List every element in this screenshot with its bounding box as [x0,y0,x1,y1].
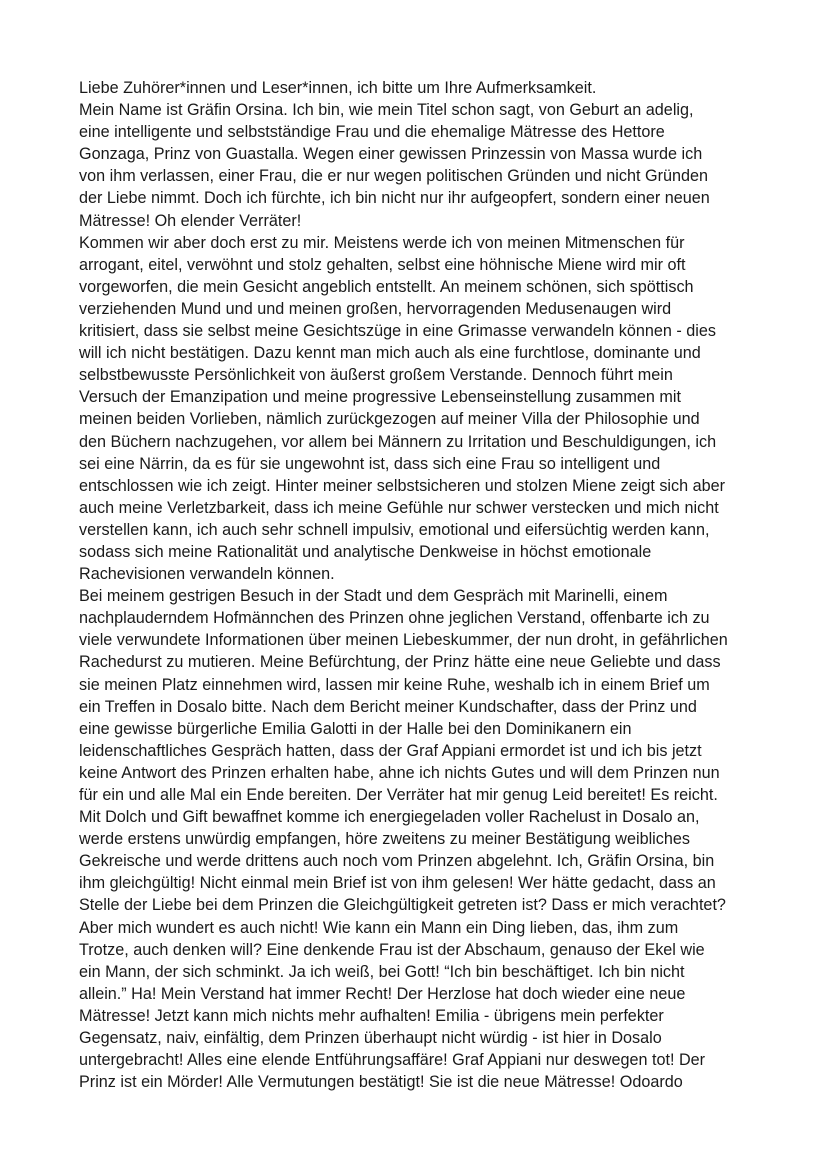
text-line: will ich nicht bestätigen. Dazu kennt man mich auch als eine furchtlose, dominante und [79,344,701,363]
text-line: ihm gleichgültig! Nicht einmal mein Brief ist von ihm gelesen! Wer hätte gedacht, dass an [79,874,716,893]
text-line: verziehenden Mund und und meinen großen, hervorragenden Medusenaugen wird [79,299,672,318]
text-line: der Liebe nimmt. Doch ich fürchte, ich bin nicht nur ihr aufgeopfert, sondern einer neuen [79,189,710,208]
text-line: Aber mich wundert es auch nicht! Wie kann ein Mann ein Ding lieben, das, ihm zum [79,918,679,937]
text-line: Mein Name ist Gräfin Orsina. Ich bin, wie mein Titel schon sagt, von Geburt an adelig, [79,101,694,120]
text-line: leidenschaftliches Gespräch hatten, dass der Graf Appiani ermordet ist und ich bis jetzt [79,741,702,760]
text-line: Liebe Zuhörer*innen und Leser*innen, ich bitte um Ihre Aufmerksamkeit. [79,79,597,97]
text-line: den Büchern nachzugehen, vor allem bei Männern zu Irritation und Beschuldigungen, ich [79,432,717,451]
text-line: Versuch der Emanzipation und meine progressive Lebenseinstellung zusammen mit [79,388,681,407]
text-line: Kommen wir aber doch erst zu mir. Meistens werde ich von meinen Mitmenschen für [79,233,685,252]
text-line: eine gewisse bürgerliche Emilia Galotti in der Halle bei den Dominikanern ein [79,719,632,738]
text-line: von ihm verlassen, einer Frau, die er nur wegen politischen Gründen und nicht Gründen [79,167,708,186]
text-line: nachplauderndem Hofmännchen des Prinzen ohne jeglichen Verstand, offenbarte ich zu [79,609,710,628]
text-line: für ein und alle Mal ein Ende bereiten. Der Verräter hat mir genug Leid bereitet! Es reicht. [79,786,718,804]
text-line: Bei meinem gestrigen Besuch in der Stadt und dem Gespräch mit Marinelli, einem [79,587,668,606]
text-line: Gegensatz, naiv, einfältig, dem Prinzen überhaupt nicht würdig - ist hier in Dosalo [79,1029,662,1048]
text-line: Stelle der Liebe bei dem Prinzen die Gleichgültigkeit getreten ist? Dass er mich verachtet? [79,896,726,915]
text-line: auch meine Verletzbarkeit, dass ich meine Gefühle nur schwer verstecken und mich nicht [79,498,719,517]
text-line: allein.” Ha! Mein Verstand hat immer Recht! Der Herzlose hat doch wieder eine neue [79,984,686,1003]
text-line: sie meinen Platz einnehmen wird, lassen mir keine Ruhe, weshalb ich in einem Brief um [79,675,710,694]
text-line: Rachedurst zu mutieren. Meine Befürchtung, der Prinz hätte eine neue Geliebte und dass [79,653,721,672]
text-line: sodass sich meine Rationalität und analytische Denkweise in höchst emotionale [79,542,652,561]
document-body [79,77,759,1093]
text-line: meinen beiden Vorlieben, nämlich zurückgezogen auf meiner Villa der Philosophie und [79,410,700,429]
text-line: arrogant, eitel, verwöhnt und stolz gehalten, selbst eine höhnische Miene wird mir oft [79,255,686,274]
text-line: werde erstens unwürdig empfangen, höre zweitens zu meiner Bestätigung weibliches [79,830,690,849]
text-line: kritisiert, dass sie selbst meine Gesichtszüge in eine Grimasse verwandeln können - dies [79,322,716,341]
text-line: Trotze, auch denken will? Eine denkende Frau ist der Abschaum, genauso der Ekel wie [79,940,705,959]
text-line: ein Treffen in Dosalo bitte. Nach dem Bericht meiner Kundschafter, dass der Prinz und [79,697,697,716]
text-line: Prinz ist ein Mörder! Alle Vermutungen bestätigt! Sie ist die neue Mätresse! Odoardo [79,1073,683,1092]
text-line: eine intelligente und selbstständige Frau und die ehemalige Mätresse des Hettore [79,123,665,142]
text-line: Rachevisionen verwandeln können. [79,565,335,584]
text-line: vorgeworfen, die mein Gesicht angeblich entstellt. An meinem schönen, sich spöttisch [79,277,694,296]
text-line: sei eine Närrin, da es für sie ungewohnt ist, dass sich eine Frau so intelligent und [79,454,661,473]
text-line: entschlossen wie ich zeigt. Hinter meiner selbstsicheren und stolzen Miene zeigt sich aber [79,476,726,495]
text-line: ein Mann, der sich schminkt. Ja ich weiß, bei Gott! “Ich bin beschäftiget. Ich bin nicht [79,962,685,981]
text-line: untergebracht! Alles eine elende Entführungsaffäre! Graf Appiani nur deswegen tot! Der [79,1051,706,1070]
text-line: Gonzaga, Prinz von Guastalla. Wegen einer gewissen Prinzessin von Massa wurde ich [79,145,703,164]
text-line: verstellen kann, ich auch sehr schnell impulsiv, emotional und eifersüchtig werden kann, [79,520,710,539]
text-line: Mit Dolch und Gift bewaffnet komme ich energiegeladen voller Rachelust in Dosalo an, [79,808,700,827]
text-line: keine Antwort des Prinzen erhalten habe, ahne ich nichts Gutes und will dem Prinzen nun [79,763,720,782]
text-line: Gekreische und werde drittens auch noch vom Prinzen abgelehnt. Ich, Gräfin Orsina, bin [79,852,715,871]
text-line: Mätresse! Jetzt kann mich nichts mehr aufhalten! Emilia - übrigens mein perfekter [79,1006,664,1025]
text-line: viele verwundete Informationen über meinen Liebeskummer, der nun droht, in gefährlichen [79,631,728,650]
document-page [79,77,759,1093]
text-line: selbstbewusste Persönlichkeit von äußerst großem Verstande. Dennoch führt mein [79,366,673,385]
text-line: Mätresse! Oh elender Verräter! [79,211,302,230]
